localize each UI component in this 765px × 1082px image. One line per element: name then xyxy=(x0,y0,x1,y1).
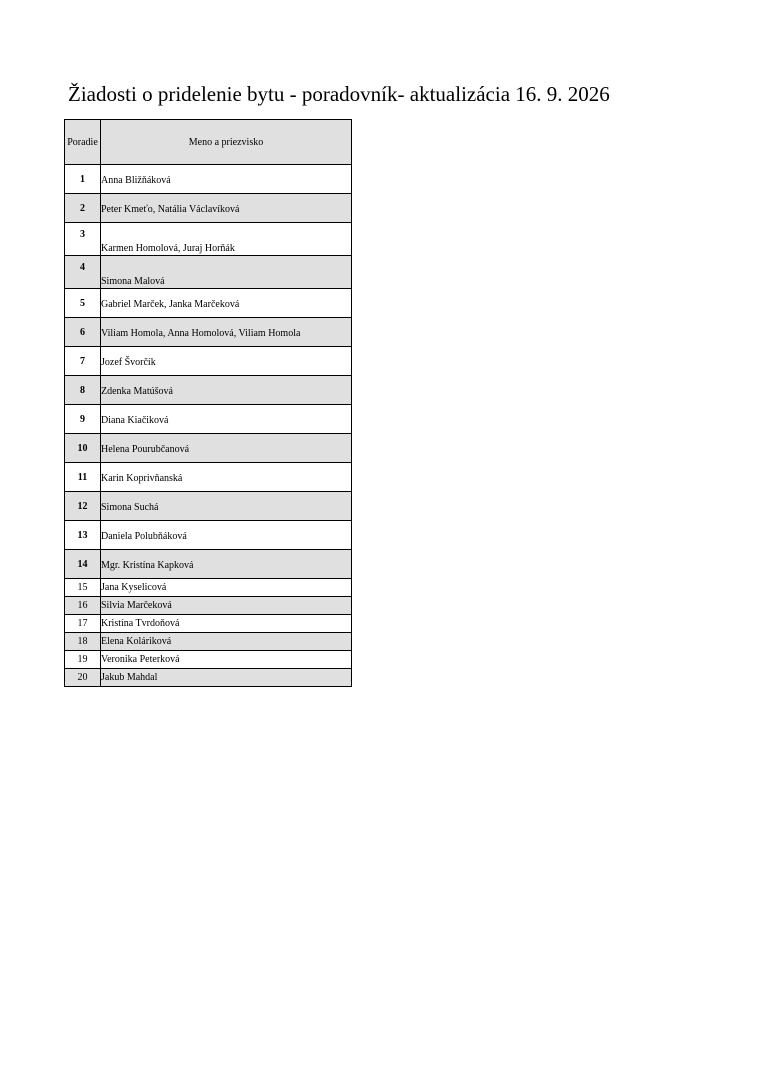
row-name: Elena Koláriková xyxy=(101,633,352,651)
table-row xyxy=(65,579,352,597)
row-name: Diana Kiačiková xyxy=(101,405,352,434)
table-row xyxy=(65,597,352,615)
row-rank: 12 xyxy=(65,492,101,521)
row-rank: 18 xyxy=(65,633,101,651)
row-name: Simona Malová xyxy=(101,256,352,289)
row-rank: 5 xyxy=(65,289,101,318)
table-row xyxy=(65,615,352,633)
table-header-row xyxy=(65,120,352,165)
table-row xyxy=(65,651,352,669)
table-row xyxy=(65,289,352,318)
row-name: Mgr. Kristína Kapková xyxy=(101,550,352,579)
row-rank: 11 xyxy=(65,463,101,492)
row-name: Anna Bližňáková xyxy=(101,165,352,194)
table-row xyxy=(65,492,352,521)
row-name: Helena Pourubčanová xyxy=(101,434,352,463)
table-row xyxy=(65,318,352,347)
table-row xyxy=(65,463,352,492)
row-name: Jozef Švorčík xyxy=(101,347,352,376)
row-rank: 16 xyxy=(65,597,101,615)
table-row xyxy=(65,165,352,194)
row-rank: 10 xyxy=(65,434,101,463)
row-rank: 2 xyxy=(65,194,101,223)
row-name: Karmen Homolová, Juraj Horňák xyxy=(101,223,352,256)
table-row xyxy=(65,434,352,463)
row-rank: 17 xyxy=(65,615,101,633)
column-header-rank: Poradie xyxy=(65,120,101,165)
table-row xyxy=(65,376,352,405)
row-name: Peter Kmeťo, Natália Václavíková xyxy=(101,194,352,223)
row-rank: 1 xyxy=(65,165,101,194)
column-header-name: Meno a priezvisko xyxy=(101,120,352,165)
row-rank: 14 xyxy=(65,550,101,579)
page-title: Žiadosti o pridelenie bytu - poradovník- aktualizácia 16. 9. 2026 xyxy=(68,82,610,106)
row-name: Jakub Mahdal xyxy=(101,669,352,687)
table-row xyxy=(65,550,352,579)
table-row xyxy=(65,633,352,651)
row-rank: 20 xyxy=(65,669,101,687)
row-name: Kristína Tvrdoňová xyxy=(101,615,352,633)
row-rank: 8 xyxy=(65,376,101,405)
row-name: Viliam Homola, Anna Homolová, Viliam Homola xyxy=(101,318,352,347)
row-rank: 13 xyxy=(65,521,101,550)
row-rank: 7 xyxy=(65,347,101,376)
table-row xyxy=(65,669,352,687)
row-name: Zdenka Matúšová xyxy=(101,376,352,405)
row-name: Veronika Peterková xyxy=(101,651,352,669)
row-name: Gabriel Marček, Janka Marčeková xyxy=(101,289,352,318)
row-name: Karin Koprivňanská xyxy=(101,463,352,492)
row-rank: 6 xyxy=(65,318,101,347)
table-row xyxy=(65,405,352,434)
table-row xyxy=(65,256,352,289)
row-name: Simona Suchá xyxy=(101,492,352,521)
row-rank: 15 xyxy=(65,579,101,597)
row-rank: 3 xyxy=(65,223,101,256)
row-rank: 9 xyxy=(65,405,101,434)
row-name: Jana Kyselicová xyxy=(101,579,352,597)
row-name: Daniela Polubňáková xyxy=(101,521,352,550)
waiting-list-table xyxy=(64,119,352,687)
row-rank: 4 xyxy=(65,256,101,289)
row-rank: 19 xyxy=(65,651,101,669)
table-row xyxy=(65,194,352,223)
table-row xyxy=(65,223,352,256)
table-row xyxy=(65,521,352,550)
row-name: Silvia Marčeková xyxy=(101,597,352,615)
table-row xyxy=(65,347,352,376)
